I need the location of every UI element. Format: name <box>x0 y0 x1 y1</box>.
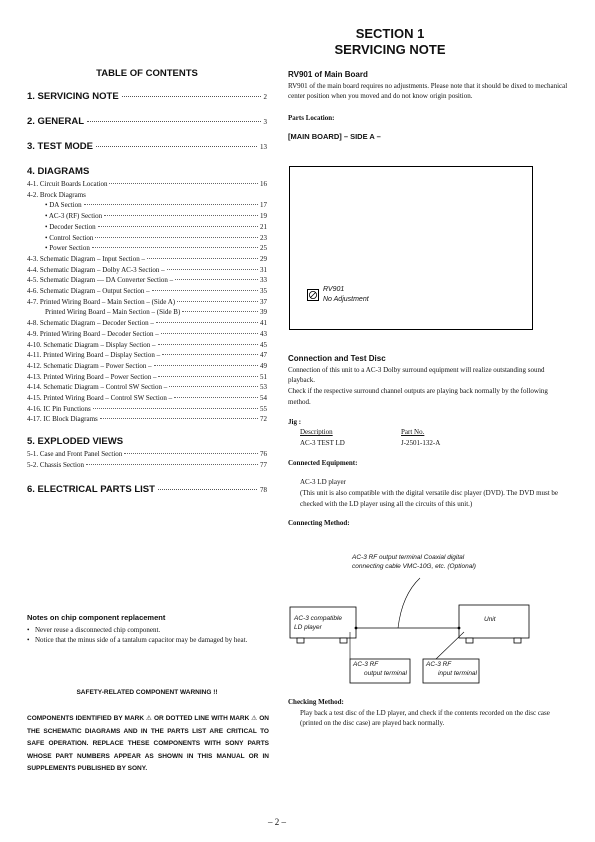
toc-entry-page: 29 <box>260 254 267 263</box>
leader-dots <box>104 215 258 216</box>
toc-entry[interactable] <box>27 286 267 297</box>
toc-entry-label: 4-15. Printed Wiring Board – Control SW Section – <box>27 394 173 403</box>
ld-player-line2: LD player <box>294 623 322 631</box>
leader-dots <box>158 489 257 490</box>
potentiometer-icon <box>307 289 319 301</box>
toc-entry-label: 4-1. Circuit Boards Location <box>27 180 108 188</box>
section-title: SERVICING NOTE <box>334 42 446 57</box>
equipment-title: Connected Equipment: <box>288 458 358 467</box>
toc-entry-label: 4-9. Printed Wiring Board – Decoder Section – <box>27 329 159 338</box>
toc-entry[interactable] <box>27 243 267 254</box>
leader-dots <box>124 453 258 454</box>
toc-entry[interactable] <box>27 297 267 308</box>
toc-entry-label: 4-10. Schematic Diagram – Display Section – <box>27 340 156 349</box>
toc-entry-label: 4-11. Printed Wiring Board – Display Section – <box>27 351 161 360</box>
jig-col-description: Description <box>300 428 333 437</box>
leader-dots <box>109 183 258 184</box>
toc-entry-page: 39 <box>260 308 267 317</box>
connecting-method-title: Connecting Method: <box>288 519 350 528</box>
rv901-label-name: RV901 <box>323 286 345 293</box>
safety-warning-title: SAFETY-RELATED COMPONENT WARNING !! <box>76 689 218 696</box>
toc-entry-page: 49 <box>260 361 267 370</box>
toc-entry[interactable] <box>27 200 267 211</box>
leader-dots <box>177 301 258 302</box>
toc-diagrams-title: 4. DIAGRAMS <box>27 166 90 177</box>
toc-exploded-title: 5. EXPLODED VIEWS <box>27 436 124 448</box>
note-text: Never reuse a disconnected chip component. <box>35 626 161 634</box>
toc-entry-label: • Decoder Section <box>45 222 96 231</box>
connection-text: Connection of this unit to a AC-3 Dolby surround equipment will realize outstanding sound playback. Check if the respective surround channel outputs are playing back normally by the following method. <box>288 365 548 406</box>
ld-player-line1: AC-3 compatible <box>294 615 343 622</box>
output-terminal-line1: AC-3 RF <box>353 661 379 668</box>
toc-entry-page: 13 <box>260 143 267 151</box>
toc-entry-electrical-parts[interactable] <box>27 484 267 495</box>
toc-entry-page: 76 <box>260 450 267 459</box>
leader-dots <box>147 258 258 259</box>
toc-entry-label: • AC-3 (RF) Section <box>45 212 103 221</box>
toc-entry[interactable] <box>27 340 267 351</box>
toc-entry-page: 16 <box>260 180 267 188</box>
jig-description: AC-3 TEST LD <box>300 438 345 447</box>
toc-entry-page: 2 <box>263 93 267 101</box>
leader-dots <box>175 279 258 280</box>
leader-dots <box>86 464 258 465</box>
checking-method-title: Checking Method: <box>288 698 344 706</box>
cable-label <box>352 554 476 571</box>
toc-entry-label: 4-14. Schematic Diagram – Control SW Section – <box>27 383 168 392</box>
toc-entry[interactable] <box>27 393 267 404</box>
toc-entry-label: • Control Section <box>45 233 94 242</box>
toc-entry-label: 4-4. Schematic Diagram – Dolby AC-3 Section – <box>27 265 165 274</box>
toc-entry-page: 53 <box>260 383 267 392</box>
leader-dots <box>167 269 258 270</box>
input-terminal-line2: input terminal <box>437 669 477 677</box>
toc-entry[interactable] <box>27 329 267 340</box>
unit-box-label: Unit <box>484 616 496 623</box>
section-number: SECTION 1 <box>355 26 425 41</box>
toc-entry-page: 41 <box>260 319 267 328</box>
toc-entry-label: 4-17. IC Block Diagrams <box>27 415 98 424</box>
toc-entry[interactable] <box>27 460 267 471</box>
connection-heading: Connection and Test Disc <box>288 354 386 363</box>
connection-diagram <box>288 550 568 690</box>
leader-dots <box>93 408 258 409</box>
bullet: • <box>27 636 30 644</box>
leader-dots <box>84 204 258 205</box>
rv901-heading: RV901 of Main Board <box>288 70 368 79</box>
toc-entry[interactable] <box>27 211 267 222</box>
input-terminal-line1: AC-3 RF <box>426 661 452 668</box>
note-item <box>27 625 267 635</box>
bullet: • <box>27 626 30 634</box>
rv901-label-note: No Adjustment <box>323 295 369 303</box>
jig-part-no: J-2501-132-A <box>401 438 441 447</box>
toc-entry-label: 4-12. Schematic Diagram – Power Section – <box>27 361 152 370</box>
output-terminal-label <box>353 661 407 678</box>
toc-entry-label: 1. SERVICING NOTE <box>27 91 119 102</box>
toc-entry-label: 6. ELECTRICAL PARTS LIST <box>27 483 155 495</box>
toc-entry-page: 54 <box>260 394 267 403</box>
ld-player-box <box>294 615 342 632</box>
toc-entry-label: • DA Section <box>45 201 82 210</box>
jig-title: Jig : <box>288 417 302 426</box>
toc-entry[interactable] <box>27 372 267 383</box>
toc-entry-page: 45 <box>260 340 267 349</box>
main-board-figure <box>289 166 533 330</box>
toc-entry-page: 21 <box>260 222 267 231</box>
jig-col-part-no: Part No. <box>401 428 425 437</box>
toc-entry-label: 4-5. Schematic Diagram — DA Converter Section – <box>27 276 174 285</box>
toc-entry[interactable] <box>27 414 267 425</box>
toc-entry-label: 3. TEST MODE <box>27 141 93 152</box>
toc-entry[interactable] <box>27 275 267 286</box>
toc-entry[interactable] <box>27 361 267 372</box>
safety-warning-text: COMPONENTS IDENTIFIED BY MARK ⚠ OR DOTTED LINE WITH MARK ⚠ ON THE SCHEMATIC DIAGRAMS AND IN THE PARTS LIST ARE CRITICAL TO SAFE OPERATION. REPLACE THESE COMPONENTS WITH SONY PARTS WHOSE PART NUMBERS APPEAR AS SHOWN IN THIS MANUAL OR IN SUPPLEMENTS PUBLISHED BY SONY. <box>27 715 269 773</box>
toc-entry[interactable] <box>27 254 267 265</box>
leader-dots <box>95 237 258 238</box>
leader-dots <box>96 146 257 147</box>
toc-title: TABLE OF CONTENTS <box>96 68 198 79</box>
leader-dots <box>156 322 258 323</box>
cable-label-line2: connecting cable VMC-10G, etc. (Optional) <box>352 562 476 570</box>
toc-entry[interactable] <box>27 350 267 361</box>
toc-entry[interactable] <box>27 265 267 276</box>
equipment-name: AC-3 LD player <box>300 478 346 487</box>
cable-label-line1: AC-3 RF output terminal Coaxial digital <box>352 554 465 561</box>
toc-entry[interactable] <box>27 404 267 415</box>
toc-entry-page: 37 <box>260 297 267 306</box>
toc-entry-page: 19 <box>260 212 267 221</box>
note-text: Notice that the minus side of a tantalum capacitor may be damaged by heat. <box>35 636 248 644</box>
toc-entry[interactable] <box>27 382 267 393</box>
note-item <box>27 635 267 645</box>
leader-dots <box>162 354 258 355</box>
toc-entry[interactable] <box>27 116 267 127</box>
leader-dots <box>98 226 258 227</box>
board-side-label: [MAIN BOARD] – SIDE A – <box>288 131 381 141</box>
checking-method-text: Play back a test disc of the LD player, and check if the contents recorded on the disc case (printed on the disc case) are played back normally. <box>300 708 550 728</box>
toc-entry-page: 3 <box>263 118 267 126</box>
toc-entry[interactable] <box>27 222 267 233</box>
toc-entry[interactable] <box>27 318 267 329</box>
rv901-text: RV901 of the main board requires no adjustments. Please note that it should be dixed to mechanical center position when you moved and do not know origin position. <box>288 81 568 101</box>
toc-entry-page: 77 <box>260 460 267 469</box>
leader-dots <box>158 344 259 345</box>
rv901-callout <box>323 285 369 304</box>
equipment-text: (This unit is also compatible with the digital versatile disc player (DVD). The DVD must be checked with the LD player using all the circuits of this unit.) <box>300 489 559 508</box>
toc-entry-label: 4-13. Printed Wiring Board – Power Section – <box>27 372 157 381</box>
toc-entry-page: 51 <box>260 372 267 381</box>
toc-entry-label: Printed Wiring Board – Main Section – (Side B) <box>45 308 181 317</box>
toc-entry-page: 17 <box>260 201 267 210</box>
toc-entry-label: 4-3. Schematic Diagram – Input Section – <box>27 254 145 263</box>
toc-entry-label: 4-7. Printed Wiring Board – Main Section – (Side A) <box>27 297 176 306</box>
toc-entry-page: 25 <box>260 244 267 253</box>
input-terminal-label <box>426 661 477 678</box>
page-number: – 2 – <box>268 817 286 827</box>
toc-entry-label: 4-2. Brock Diagrams <box>27 190 86 199</box>
toc-entry[interactable] <box>27 141 267 152</box>
rv901-section <box>288 70 570 143</box>
leader-dots <box>87 121 260 122</box>
leader-dots <box>152 290 258 291</box>
toc-entry[interactable] <box>27 91 267 102</box>
leader-dots <box>154 365 258 366</box>
leader-dots <box>100 418 258 419</box>
toc-entry-label: 2. GENERAL <box>27 116 85 127</box>
toc-entry-label: 5-1. Case and Front Panel Section <box>27 450 123 459</box>
toc-entry[interactable] <box>27 190 267 201</box>
leader-dots <box>158 376 258 377</box>
leader-dots <box>92 247 258 248</box>
notes-list <box>27 625 267 645</box>
leader-dots <box>161 333 258 334</box>
leader-dots <box>169 386 258 387</box>
toc-entry-page: 33 <box>260 276 267 285</box>
output-terminal-line2: output terminal <box>364 669 407 677</box>
toc-entry-page: 55 <box>260 404 267 413</box>
toc-entry-page: 35 <box>260 287 267 296</box>
toc-entry-label: • Power Section <box>45 244 90 253</box>
section-heading <box>300 26 480 58</box>
toc-entry-label: 4-8. Schematic Diagram – Decoder Section – <box>27 319 154 328</box>
toc-entry-page: 78 <box>260 485 267 494</box>
checking-method <box>288 697 570 729</box>
leader-dots <box>174 397 258 398</box>
notes-title: Notes on chip component replacement <box>27 613 166 622</box>
jig-table <box>300 427 570 448</box>
toc-entry-page: 43 <box>260 329 267 338</box>
toc-entry-label: 4-6. Schematic Diagram – Output Section – <box>27 287 150 296</box>
toc-entry-label: 4-16. IC Pin Functions <box>27 404 91 413</box>
connection-section <box>288 354 570 529</box>
parts-location-title: Parts Location: <box>288 114 335 123</box>
toc-entry[interactable] <box>27 179 267 190</box>
toc-entry-page: 23 <box>260 233 267 242</box>
leader-dots <box>182 311 258 312</box>
toc-entry-page: 31 <box>260 265 267 274</box>
toc-entry-page: 47 <box>260 351 267 360</box>
toc-entry[interactable] <box>27 307 267 318</box>
toc-entry-label: 5-2. Chassis Section <box>27 460 84 469</box>
toc-entry[interactable] <box>27 233 267 244</box>
table-of-contents <box>27 68 267 509</box>
toc-entry-page: 72 <box>260 415 267 424</box>
leader-dots <box>122 96 261 97</box>
toc-entry[interactable] <box>27 449 267 460</box>
